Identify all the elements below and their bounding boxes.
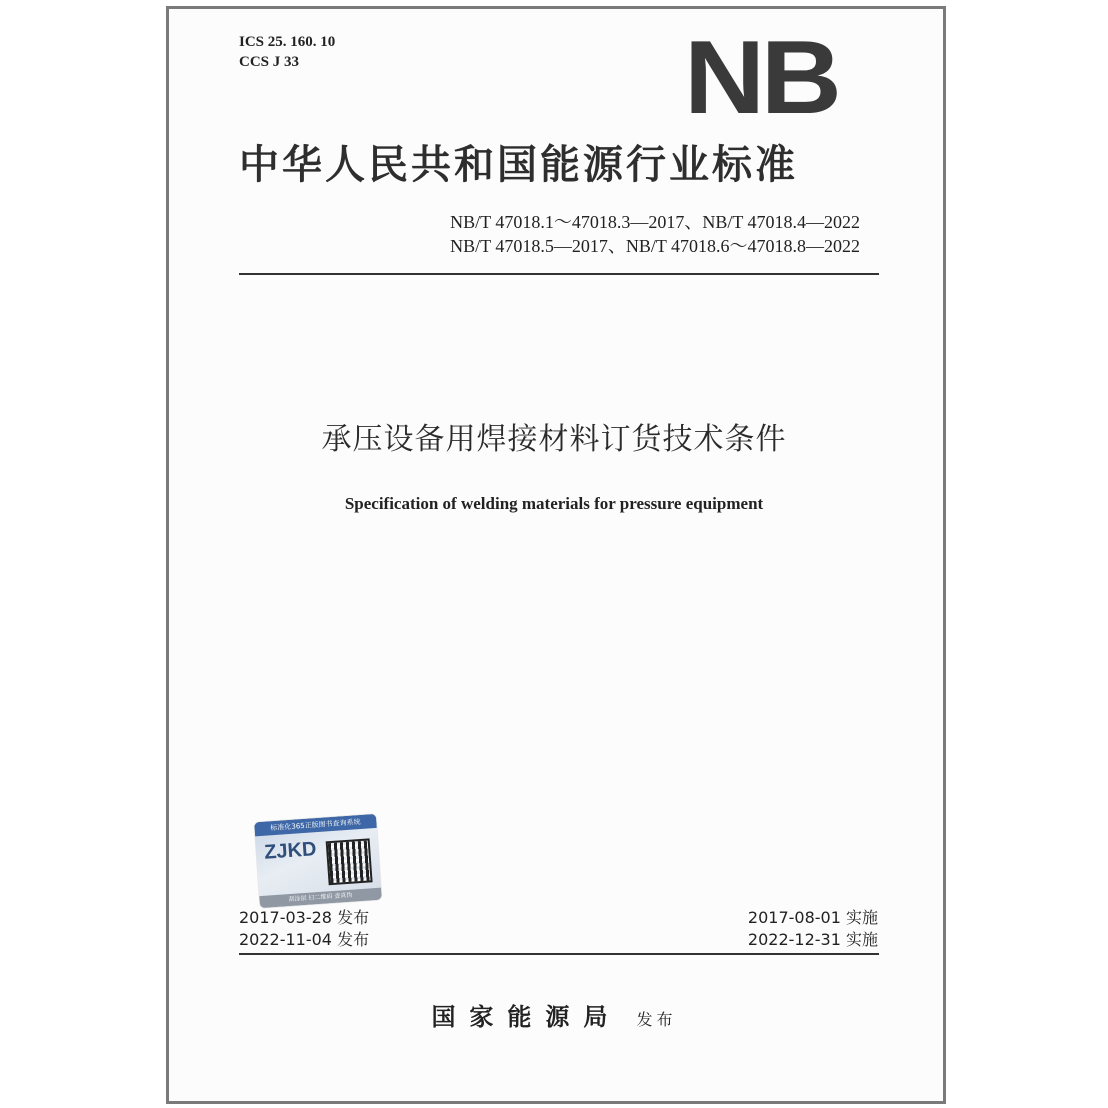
label-brand: ZJKD: [263, 838, 318, 864]
issue-dates: [239, 907, 369, 951]
effective-dates: [748, 907, 878, 951]
publisher-action: 发布: [636, 1010, 677, 1029]
document-title-chinese: 承压设备用焊接材料订货技术条件: [321, 422, 787, 457]
standard-category-heading: 中华人民共和国能源行业标准: [239, 142, 798, 188]
bottom-divider: [239, 953, 879, 955]
issue-date-2017: 2017-03-28 发布: [239, 908, 370, 927]
publisher-line: [0, 1000, 1108, 1037]
effective-date-2017: 2017-08-01 实施: [747, 908, 878, 927]
classification-block: [239, 32, 335, 72]
ccs-code: CCS J 33: [239, 54, 300, 70]
ics-code: ICS 25. 160. 10: [239, 34, 336, 50]
issue-date-2022: 2022-11-04 发布: [239, 930, 370, 949]
effective-date-2022: 2022-12-31 实施: [747, 930, 878, 949]
label-footer: 刮涂层 扫二维码 查真伪: [259, 888, 382, 908]
document-title-english: Specification of welding materials for pressure equipment: [344, 494, 764, 513]
standard-codes-line-2: NB/T 47018.5—2017、NB/T 47018.6～47018.8—2022: [450, 236, 860, 256]
nb-logo: NB: [684, 20, 838, 136]
qr-code-icon: [326, 838, 373, 885]
top-divider: [239, 273, 879, 275]
standard-codes-line-1: NB/T 47018.1～47018.3—2017、NB/T 47018.4—2022: [450, 212, 860, 232]
anti-counterfeit-label: [254, 814, 382, 908]
label-header: 标准化365正版图书查询系统: [254, 814, 377, 836]
publisher-org: 国家能源局: [431, 1003, 622, 1031]
